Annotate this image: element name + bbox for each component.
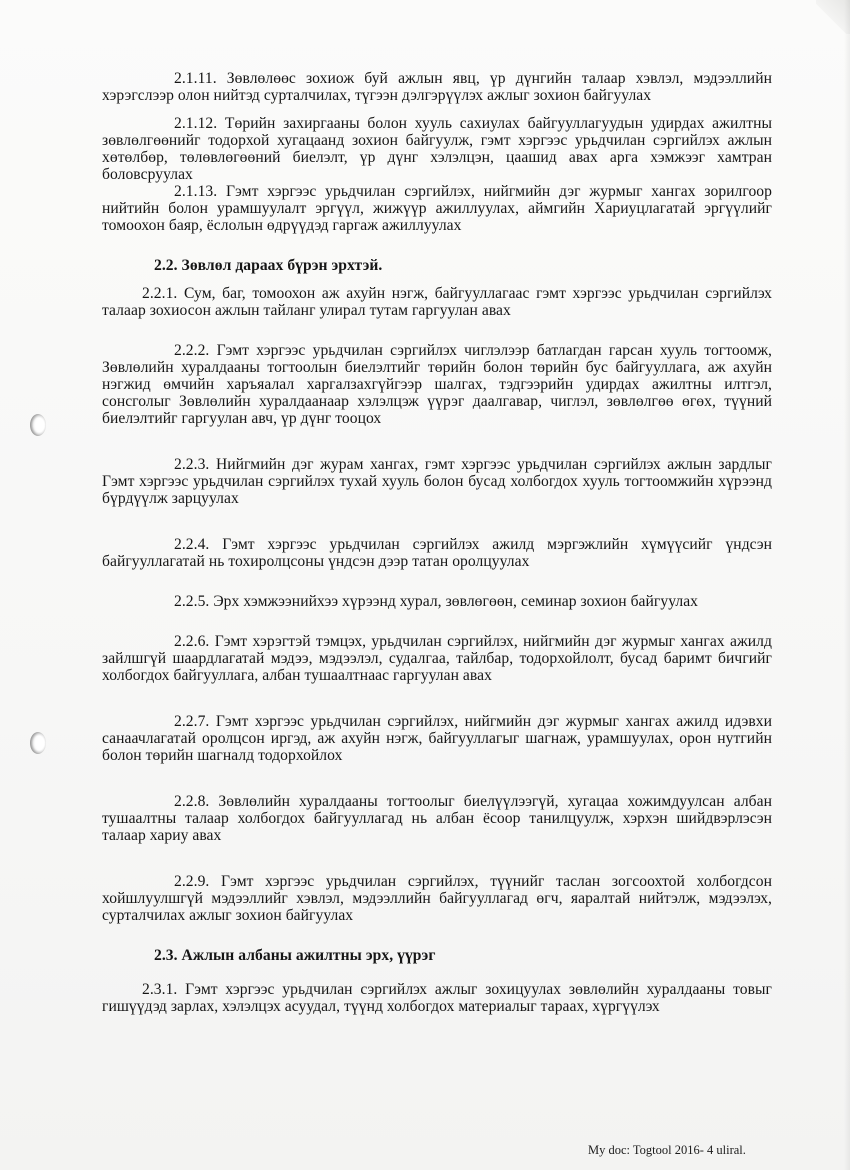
- paragraph-2-2-3: 2.2.3. Нийгмийн дэг журам хангах, гэмт хэргээс урьдчилан сэргийлэх ажлын зардлыг Гэмт хэргээс урьдчилан сэргийлэх тухай хууль болон бусад холбогдох хууль тогтоомжийн хүрээнд бүрдүүлж зарцуулах: [102, 456, 772, 507]
- paragraph-2-1-12: 2.1.12. Төрийн захиргааны болон хууль сахиулах байгууллагуудын удирдах ажилтны зөвлөлгөөнийг тодорхой хугацаанд зохион байгуулж, гэмт хэргээс урьдчилан сэргийлэх ажлын хөтөлбөр, төлөвлөгөөний биелэлт, үр дүнг хэлэлцэн, цаашид авах арга хэмжээг хамтран боловсруулах: [102, 115, 772, 183]
- paragraph-2-2-9: 2.2.9. Гэмт хэргээс урьдчилан сэргийлэх, түүнийг таслан зогсоохтой холбогдсон хойшлуулшгүй мэдээллийг хэвлэл, мэдээллийн байгууллагад өгч, яаралтай нийтэлж, мэдээлэх, сурталчилах ажлыг зохион байгуулах: [102, 873, 772, 924]
- page-footer: My doc: Togtool 2016- 4 uliral.: [588, 1143, 746, 1157]
- paragraph-2-3-1: 2.3.1. Гэмт хэргээс урьдчилан сэргийлэх ажлыг зохицуулах зөвлөлийн хуралдааны товыг гишүүдэд зарлах, хэлэлцэх асуудал, түүнд холбогдох материалыг тараах, хүргүүлэх: [102, 981, 772, 1015]
- punch-hole-upper: [30, 414, 46, 436]
- page-edge-shadow: [844, 0, 850, 1170]
- paragraph-2-2-5: 2.2.5. Эрх хэмжээнийхээ хүрээнд хурал, зөвлөгөөн, семинар зохион байгуулах: [174, 593, 699, 610]
- paragraph-2-1-11: 2.1.11. Зөвлөлөөс зохиож буй ажлын явц, үр дүнгийн талаар хэвлэл, мэдээллийн хэрэгслээр олон нийтэд сурталчилах, түгээн дэлгэрүүлэх ажлыг зохион байгуулах: [102, 70, 772, 104]
- section-heading-2-3: 2.3. Ажлын албаны ажилтны эрх, үүрэг: [154, 947, 436, 964]
- paragraph-2-2-8: 2.2.8. Зөвлөлийн хуралдааны тогтоолыг биелүүлээгүй, хугацаа хожимдуулсан албан тушаалтны талаар холбогдох байгууллагад нь албан ёсоор танилцуулж, хэрхэн шийдвэрлэсэн талаар хариу авах: [102, 793, 772, 844]
- paragraph-2-2-2: 2.2.2. Гэмт хэргээс урьдчилан сэргийлэх чиглэлээр батлагдан гарсан хууль тогтоомж, Зөвлөлийн хуралдааны тогтоолын биелэлтийг төрийн болон төрийн бус байгууллага, аж ахуйн нэгжид өмчийн харъяалал харгалзахгүйгээр шалгах, тэдгээрийн удирдах ажилтны илтгэл, сонсголыг Зөвлөлийн хуралдаанаар хэлэлцэж үүрэг даалгавар, чиглэл, зөвлөлгөө өгөх, түүний биелэлтийг гаргуулан авч, үр дүнг тооцох: [102, 342, 772, 427]
- paragraph-2-2-7: 2.2.7. Гэмт хэргээс урьдчилан сэргийлэх, нийгмийн дэг журмыг хангах ажилд идэвхи санаачлагатай оролцсон иргэд, аж ахуйн нэгж, байгууллагыг шагнаж, урамшуулах, орон нутгийн болон төрийн шагналд тодорхойлох: [102, 713, 772, 764]
- paragraph-2-1-13: 2.1.13. Гэмт хэргээс урьдчилан сэргийлэх, нийгмийн дэг журмыг хангах зорилгоор нийтийн болон урамшуулалт эргүүл, жижүүр ажиллуулах, аймгийн Хариуцлагатай эргүүлийг томоохон баяр, ёслолын өдрүүдэд гаргаж ажиллуулах: [102, 183, 772, 234]
- paragraph-2-2-1: 2.2.1. Сум, баг, томоохон аж ахуйн нэгж, байгууллагаас гэмт хэргээс урьдчилан сэргийлэх талаар зохиосон ажлын тайланг улирал тутам гаргуулан авах: [102, 285, 772, 319]
- paragraph-2-2-6: 2.2.6. Гэмт хэрэгтэй тэмцэх, урьдчилан сэргийлэх, нийгмийн дэг журмыг хангах ажилд зайлшгүй шаардлагатай мэдээ, мэдээлэл, судалгаа, тайлбар, тодорхойлолт, бусад баримт бичгийг холбогдох байгууллага, албан тушаалтнаас гаргуулан авах: [102, 633, 772, 684]
- document-body: [102, 70, 772, 1015]
- paragraph-2-2-4: 2.2.4. Гэмт хэргээс урьдчилан сэргийлэх ажилд мэргэжлийн хүмүүсийг үндсэн байгууллагатай нь тохиролцсоны үндсэн дээр татан оролцуулах: [102, 536, 772, 570]
- punch-hole-lower: [30, 732, 46, 754]
- section-heading-2-2: 2.2. Зөвлөл дараах бүрэн эрхтэй.: [154, 257, 383, 274]
